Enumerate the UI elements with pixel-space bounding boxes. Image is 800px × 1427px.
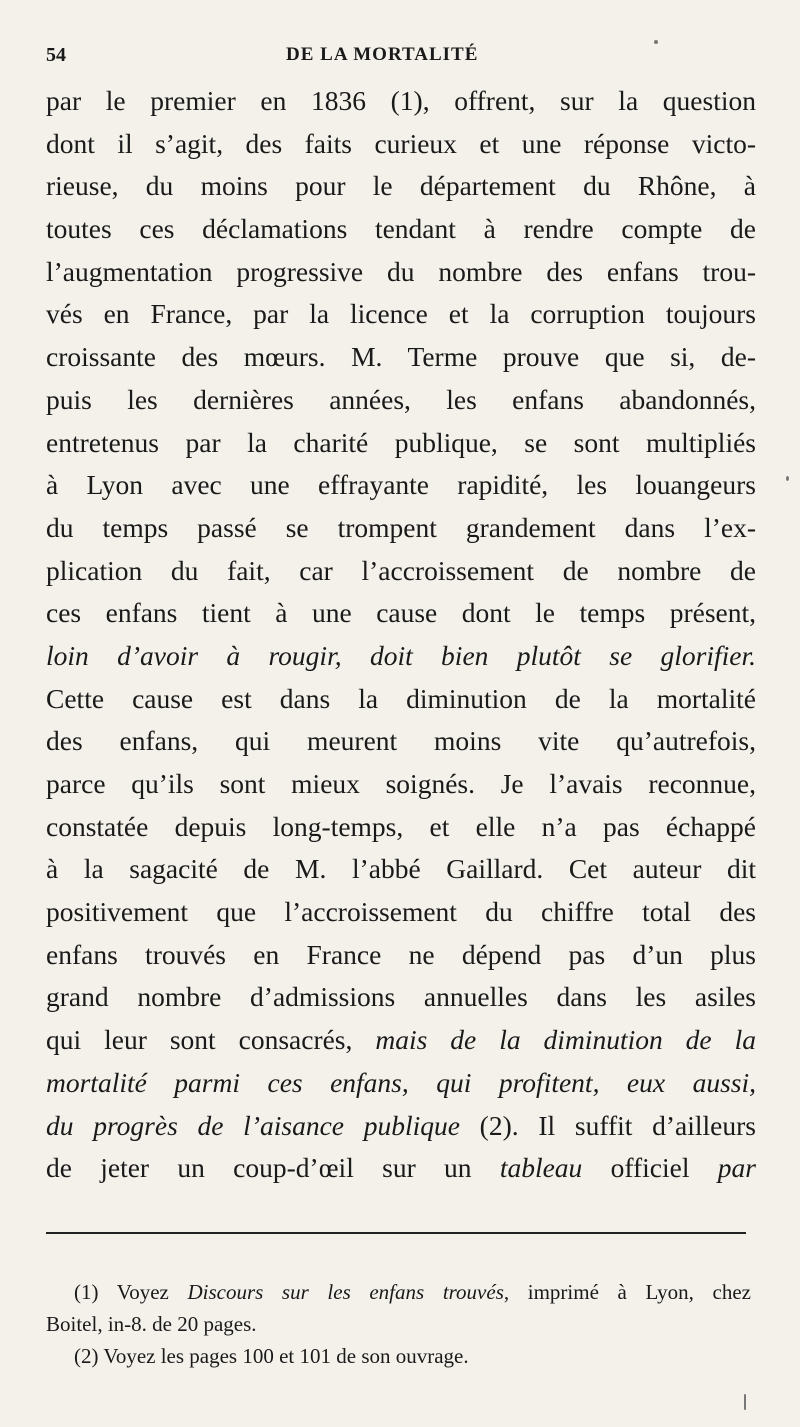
text-run: positivement que l’accroissement du chiffre total des [46,896,756,928]
footnote-line [46,1276,751,1308]
text-line [46,592,756,635]
footnote-text-run: (2) Voyez les pages 100 et 101 de son ouvrage. [74,1344,469,1368]
text-line [46,1105,756,1148]
text-line [46,763,756,806]
text-line [46,1147,756,1190]
text-line [46,80,756,123]
body-text [46,80,756,1190]
text-run: officiel [582,1152,718,1184]
scan-speck [786,476,789,481]
text-line [46,422,756,465]
text-run: de jeter un coup-d’œil sur un [46,1152,500,1184]
footnote-rule [46,1232,746,1234]
text-run: Cette cause est dans la diminution de la mortalité [46,682,756,714]
text-run: puis les dernières années, les enfans abandonnés, [46,383,756,415]
text-run: des enfans, qui meurent moins vite qu’autrefois, [46,725,756,757]
text-run: entretenus par la charité publique, se sont multipliés [46,426,756,458]
text-run: toutes ces déclamations tendant à rendre compte de [46,213,756,245]
text-line [46,379,756,422]
italic-run: mortalité parmi ces enfans, qui profitent, eux aussi, [46,1066,756,1098]
text-line [46,848,756,891]
footnote-text-run: (1) Voyez [74,1280,188,1304]
text-line [46,1062,756,1105]
footnotes [46,1276,751,1372]
footnote-text-run: , imprimé à Lyon, chez [503,1280,751,1304]
text-line [46,720,756,763]
text-run: constatée depuis long-temps, et elle n’a pas échappé [46,810,756,842]
footnote-italic-run: Discours sur les enfans trouvés [187,1280,504,1304]
text-run: rieuse, du moins pour le département du Rhône, à [46,170,756,202]
italic-run: tableau [499,1152,583,1184]
text-line [46,208,756,251]
scan-speck [744,1394,746,1410]
footnote-line [46,1308,751,1340]
footnote-line [46,1340,751,1372]
text-line [46,464,756,507]
text-run: grand nombre d’admissions annuelles dans les asiles [46,981,756,1013]
text-run: dont il s’agit, des faits curieux et une réponse victo- [46,127,756,159]
text-line [46,507,756,550]
text-run: ces enfans tient à une cause dont le temps présent, [46,597,756,629]
text-line [46,934,756,977]
text-run: à la sagacité de M. l’abbé Gaillard. Cet auteur dit [46,853,756,885]
italic-run: du progrès de l’aisance publique [46,1109,460,1141]
page-number: 54 [46,44,66,66]
text-run: l’augmentation progressive du nombre des enfans trou- [46,255,756,287]
running-head [46,44,740,74]
text-line [46,891,756,934]
text-line [46,293,756,336]
text-run: (2). Il suffit d’ailleurs [459,1109,756,1141]
text-line [46,165,756,208]
footnote-text-run: Boitel, in-8. de 20 pages. [46,1312,257,1336]
text-line [46,635,756,678]
text-line [46,1019,756,1062]
text-line [46,123,756,166]
text-run: croissante des mœurs. M. Terme prouve que si, de- [46,341,756,373]
text-line [46,678,756,721]
text-run: à Lyon avec une effrayante rapidité, les louangeurs [46,469,756,501]
italic-run: loin d’avoir à rougir, doit bien plutôt se glorifier. [46,639,756,671]
italic-run: mais de la diminution de la [375,1024,756,1056]
text-line [46,806,756,849]
scan-speck [654,40,658,44]
text-run: vés en France, par la licence et la corruption toujours [46,298,756,330]
text-run: parce qu’ils sont mieux soignés. Je l’avais reconnue, [46,768,756,799]
text-run: par le premier en 1836 (1), offrent, sur la question [46,85,756,116]
text-run: enfans trouvés en France ne dépend pas d’un plus [46,938,756,970]
text-line [46,976,756,1019]
text-line [46,336,756,379]
text-line [46,550,756,593]
text-run: du temps passé se trompent grandement dans l’ex- [46,511,756,543]
text-run: qui leur sont consacrés, [46,1024,376,1056]
italic-run: par [717,1152,756,1184]
running-title: DE LA MORTALITÉ [286,44,479,65]
text-line [46,251,756,294]
text-run: plication du fait, car l’accroissement de nombre de [46,554,756,586]
